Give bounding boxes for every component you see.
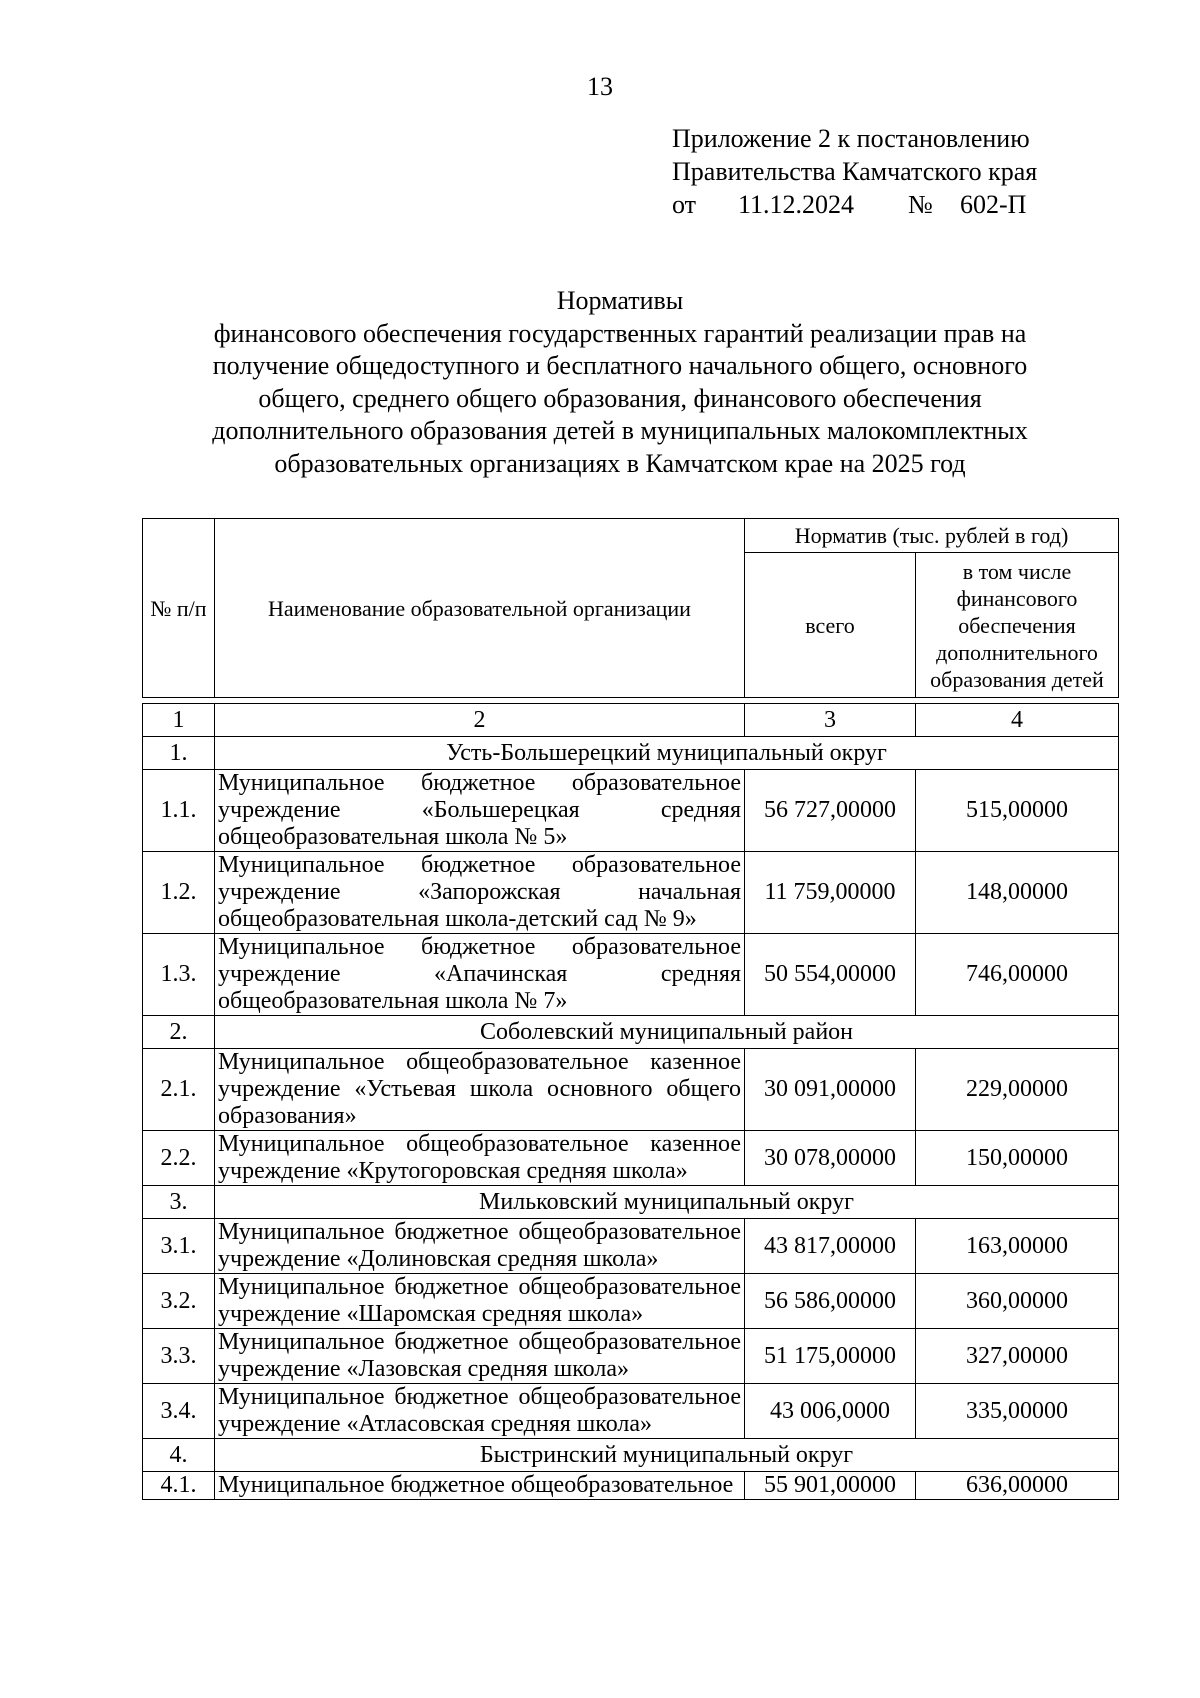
row-number: 3.3. [143,1329,215,1384]
table-row [143,852,1119,934]
title-line-4: общего, среднего общего образования, финансового обеспечения [258,383,982,413]
norm-additional-education: 746,00000 [916,934,1119,1016]
group-number: 2. [143,1016,215,1049]
group-name: Усть-Большерецкий муниципальный округ [215,737,1119,770]
table-row [143,1329,1119,1384]
table-header [142,518,1119,698]
norm-total: 11 759,00000 [745,852,916,934]
group-row [143,1186,1119,1219]
norm-additional-education: 150,00000 [916,1131,1119,1186]
norm-total: 56 727,00000 [745,770,916,852]
norm-total: 56 586,00000 [745,1274,916,1329]
row-number: 1.2. [143,852,215,934]
group-number: 3. [143,1186,215,1219]
row-number: 1.3. [143,934,215,1016]
organization-name: Муниципальное общеобразовательное казенное учреждение «Устьевая школа основного общего образования» [215,1049,745,1131]
organization-name: Муниципальное бюджетное общеобразовательное учреждение «Лазовская средняя школа» [215,1329,745,1384]
norms-table [142,703,1119,1500]
number-sign: № [908,190,933,219]
group-name: Соболевский муниципальный район [215,1016,1119,1049]
norm-additional-education: 360,00000 [916,1274,1119,1329]
row-number: 2.2. [143,1131,215,1186]
norm-total: 30 078,00000 [745,1131,916,1186]
norm-total: 43 817,00000 [745,1219,916,1274]
group-name: Быстринский муниципальный округ [215,1439,1119,1472]
resolution-number: 602-П [960,190,1027,219]
appendix-line-1: Приложение 2 к постановлению [672,124,1030,153]
organization-name: Муниципальное общеобразовательное казенное учреждение «Крутогоровская средняя школа» [215,1131,745,1186]
row-number: 3.1. [143,1219,215,1274]
document-title [130,285,1110,480]
norm-additional-education: 335,00000 [916,1384,1119,1439]
title-line-6: образовательных организациях в Камчатском крае на 2025 год [274,448,966,478]
organization-name: Муниципальное бюджетное образовательное учреждение «Запорожская начальная общеобразовательная школа-детский сад № 9» [215,852,745,934]
group-row [143,737,1119,770]
norm-additional-education: 515,00000 [916,770,1119,852]
column-number: 3 [745,704,916,737]
table-row [143,934,1119,1016]
resolution-date: 11.12.2024 [738,190,855,219]
table-row [143,1274,1119,1329]
header-norm: Норматив (тыс. рублей в год) [745,519,1119,553]
group-name: Мильковский муниципальный округ [215,1186,1119,1219]
column-number-row [143,704,1119,737]
row-number: 1.1. [143,770,215,852]
organization-name: Муниципальное бюджетное общеобразовательное учреждение «Долиновская средняя школа» [215,1219,745,1274]
norm-additional-education: 229,00000 [916,1049,1119,1131]
norm-total: 50 554,00000 [745,934,916,1016]
title-line-2: финансового обеспечения государственных гарантий реализации прав на [213,318,1027,348]
norm-total: 30 091,00000 [745,1049,916,1131]
header-incl: в том числе финансового обеспечения дополнительного образования детей [916,553,1119,698]
table-row [143,1384,1119,1439]
table-row [143,1049,1119,1131]
header-total: всего [745,553,916,698]
row-number: 4.1. [143,1472,215,1500]
group-number: 1. [143,737,215,770]
group-row [143,1016,1119,1049]
table-row [143,1131,1119,1186]
title-line-3: получение общедоступного и бесплатного начального общего, основного [212,351,1028,380]
group-row [143,1439,1119,1472]
norm-additional-education: 148,00000 [916,852,1119,934]
norm-additional-education: 327,00000 [916,1329,1119,1384]
norm-additional-education: 163,00000 [916,1219,1119,1274]
header-num: № п/п [143,519,215,698]
organization-name: Муниципальное бюджетное общеобразовательное [215,1472,745,1500]
appendix-reference [672,122,1037,221]
norm-total: 51 175,00000 [745,1329,916,1384]
table-row [143,1219,1119,1274]
page-number: 13 [587,72,613,101]
norm-additional-education: 636,00000 [916,1472,1119,1500]
column-number: 4 [916,704,1119,737]
norm-total: 55 901,00000 [745,1472,916,1500]
table-row [143,770,1119,852]
organization-name: Муниципальное бюджетное общеобразовательное учреждение «Шаромская средняя школа» [215,1274,745,1329]
group-number: 4. [143,1439,215,1472]
appendix-date-line [672,188,1037,221]
from-label: от [672,190,697,219]
column-number: 1 [143,704,215,737]
organization-name: Муниципальное бюджетное общеобразовательное учреждение «Атласовская средняя школа» [215,1384,745,1439]
header-name: Наименование образовательной организации [215,519,745,698]
organization-name: Муниципальное бюджетное образовательное учреждение «Большерецкая средняя общеобразовательная школа № 5» [215,770,745,852]
norm-total: 43 006,0000 [745,1384,916,1439]
title-line-5: дополнительного образования детей в муниципальных малокомплектных [212,416,1028,445]
appendix-line-2: Правительства Камчатского края [672,157,1038,186]
title-line-1: Нормативы [556,286,684,315]
organization-name: Муниципальное бюджетное образовательное учреждение «Апачинская средняя общеобразовательная школа № 7» [215,934,745,1016]
table-row [143,1472,1119,1500]
row-number: 2.1. [143,1049,215,1131]
column-number: 2 [215,704,745,737]
row-number: 3.2. [143,1274,215,1329]
table-body [143,704,1119,1500]
row-number: 3.4. [143,1384,215,1439]
